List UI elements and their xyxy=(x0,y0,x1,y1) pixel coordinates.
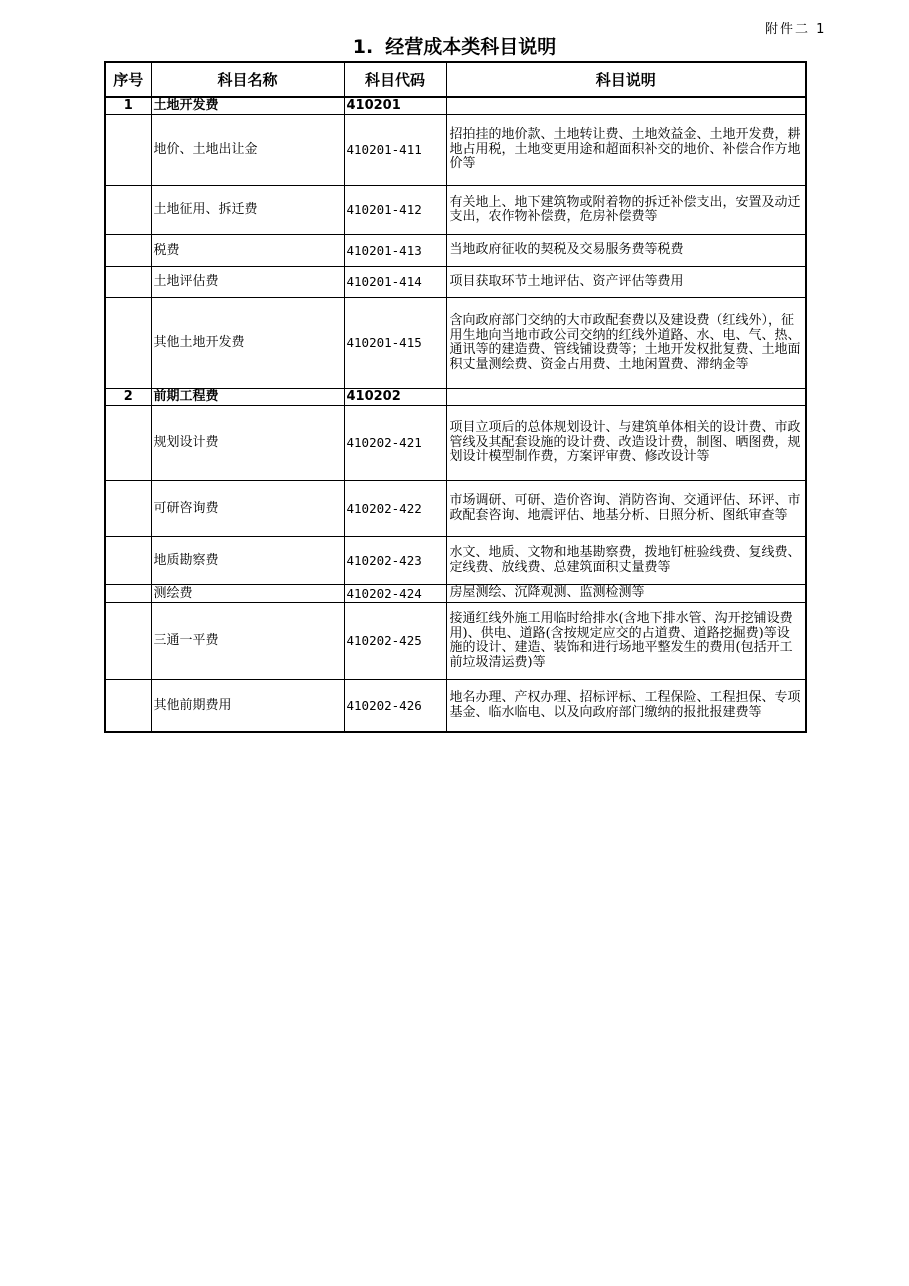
row-account-code: 410201-413 xyxy=(344,235,446,267)
row-seq xyxy=(105,585,151,603)
group-desc xyxy=(446,97,806,115)
row-account-desc: 有关地上、地下建筑物或附着物的拆迁补偿支出，安置及动迁支出，农作物补偿费，危房补偿费等 xyxy=(446,186,806,235)
row-account-desc: 含向政府部门交纳的大市政配套费以及建设费（红线外），征用生地向当地市政公司交纳的红线外道路、水、电、气、热、通讯等的建造费、管线铺设费等；土地开发权批复费、土地面积丈量测绘费、资金占用费、土地闲置费、滞纳金等 xyxy=(446,298,806,389)
header-seq: 序号 xyxy=(105,62,151,97)
group-row xyxy=(105,389,806,406)
row-account-name: 测绘费 xyxy=(151,585,344,603)
row-account-code: 410202-421 xyxy=(344,406,446,481)
row-account-desc: 当地政府征收的契税及交易服务费等税费 xyxy=(446,235,806,267)
table-row xyxy=(105,680,806,733)
row-account-name: 规划设计费 xyxy=(151,406,344,481)
row-account-name: 可研咨询费 xyxy=(151,481,344,537)
row-account-name: 土地评估费 xyxy=(151,267,344,298)
page-title xyxy=(0,32,909,59)
row-seq xyxy=(105,481,151,537)
row-seq xyxy=(105,115,151,186)
attachment-label: 附件二 1 xyxy=(765,22,827,37)
row-account-name: 三通一平费 xyxy=(151,603,344,680)
title-text: 经营成本类科目说明 xyxy=(385,36,557,58)
cost-account-table xyxy=(104,61,807,733)
row-seq xyxy=(105,680,151,733)
row-seq xyxy=(105,186,151,235)
row-account-code: 410202-424 xyxy=(344,585,446,603)
row-account-name: 地价、土地出让金 xyxy=(151,115,344,186)
row-seq xyxy=(105,235,151,267)
group-name: 土地开发费 xyxy=(151,97,344,115)
row-seq xyxy=(105,298,151,389)
table-row xyxy=(105,537,806,585)
table-row xyxy=(105,603,806,680)
table-row xyxy=(105,186,806,235)
table-row xyxy=(105,267,806,298)
header-account-description: 科目说明 xyxy=(446,62,806,97)
row-seq xyxy=(105,603,151,680)
row-account-desc: 项目获取环节土地评估、资产评估等费用 xyxy=(446,267,806,298)
row-account-desc: 房屋测绘、沉降观测、监测检测等 xyxy=(446,585,806,603)
group-name: 前期工程费 xyxy=(151,389,344,406)
table-row xyxy=(105,235,806,267)
row-account-name: 其他前期费用 xyxy=(151,680,344,733)
group-desc xyxy=(446,389,806,406)
header-account-name: 科目名称 xyxy=(151,62,344,97)
table-row xyxy=(105,406,806,481)
group-seq: 1 xyxy=(105,97,151,115)
header-account-code: 科目代码 xyxy=(344,62,446,97)
table-row xyxy=(105,115,806,186)
row-account-desc: 项目立项后的总体规划设计、与建筑单体相关的设计费、市政管线及其配套设施的设计费、改造设计费，制图、晒图费，规划设计模型制作费，方案评审费、修改设计等 xyxy=(446,406,806,481)
table-row xyxy=(105,298,806,389)
row-account-name: 土地征用、拆迁费 xyxy=(151,186,344,235)
row-account-name: 税费 xyxy=(151,235,344,267)
row-account-desc: 水文、地质、文物和地基勘察费，拨地钉桩验线费、复线费、定线费、放线费、总建筑面积丈量费等 xyxy=(446,537,806,585)
row-account-name: 地质勘察费 xyxy=(151,537,344,585)
group-code: 410201 xyxy=(344,97,446,115)
row-account-code: 410201-412 xyxy=(344,186,446,235)
table-header-row xyxy=(105,62,806,97)
row-account-code: 410201-415 xyxy=(344,298,446,389)
row-account-code: 410201-411 xyxy=(344,115,446,186)
row-account-code: 410202-426 xyxy=(344,680,446,733)
title-number: 1. xyxy=(352,36,374,58)
row-account-desc: 接通红线外施工用临时给排水(含地下排水管、沟开挖铺设费用)、供电、道路(含按规定应交的占道费、道路挖掘费)等设施的设计、建造、装饰和进行场地平整发生的费用(包括开工前垃圾清运费)等 xyxy=(446,603,806,680)
row-account-code: 410202-425 xyxy=(344,603,446,680)
row-account-desc: 招拍挂的地价款、土地转让费、土地效益金、土地开发费，耕地占用税，土地变更用途和超面积补交的地价、补偿合作方地价等 xyxy=(446,115,806,186)
group-code: 410202 xyxy=(344,389,446,406)
group-seq: 2 xyxy=(105,389,151,406)
table-row xyxy=(105,481,806,537)
row-seq xyxy=(105,406,151,481)
row-seq xyxy=(105,267,151,298)
row-seq xyxy=(105,537,151,585)
row-account-desc: 地名办理、产权办理、招标评标、工程保险、工程担保、专项基金、临水临电、以及向政府部门缴纳的报批报建费等 xyxy=(446,680,806,733)
row-account-name: 其他土地开发费 xyxy=(151,298,344,389)
row-account-code: 410201-414 xyxy=(344,267,446,298)
row-account-code: 410202-423 xyxy=(344,537,446,585)
table-row xyxy=(105,585,806,603)
row-account-code: 410202-422 xyxy=(344,481,446,537)
group-row xyxy=(105,97,806,115)
row-account-desc: 市场调研、可研、造价咨询、消防咨询、交通评估、环评、市政配套咨询、地震评估、地基分析、日照分析、图纸审查等 xyxy=(446,481,806,537)
